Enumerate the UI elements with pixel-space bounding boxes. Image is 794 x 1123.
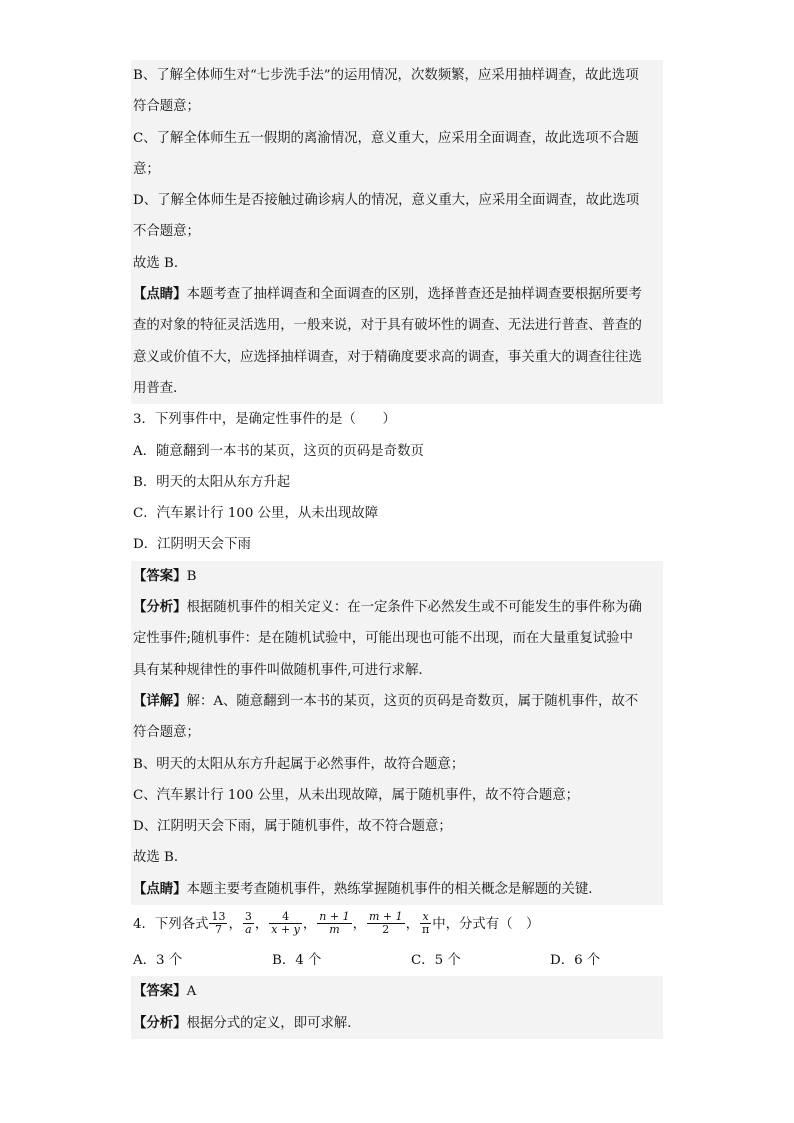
stem-suffix: 中，分式有（ ） xyxy=(432,917,540,933)
text-line: C、汽车累计行 100 公里，从未出现故障，属于随机事件，故不符合题意； xyxy=(133,787,580,803)
text-line: 故选 B． xyxy=(133,255,188,271)
text-span: 根据随机事件的相关定义：在一定条件下必然发生或不可能发生的事件称为确 xyxy=(186,600,642,616)
answer-value: A xyxy=(186,984,197,1000)
denominator: x + y xyxy=(271,923,300,937)
document-page xyxy=(131,60,663,1039)
separator: ， xyxy=(254,917,269,933)
option-b: B．明天的太阳从东方升起 xyxy=(133,474,291,490)
text-line xyxy=(131,1008,663,1039)
text-line xyxy=(131,686,663,717)
text-line: 具有某种规律性的事件叫做随机事件,可进行求解． xyxy=(133,662,432,678)
text-line: B、了解全体师生对“七步洗手法”的运用情况，次数频繁，应采用抽样调查，故此选项 xyxy=(133,68,639,83)
option-c: C．汽车累计行 100 公里，从未出现故障 xyxy=(133,506,379,522)
text-line: 意义或价值不大，应选择抽样调查，对于精确度要求高的调查，事关重大的调查往往选 xyxy=(133,349,642,365)
text-line xyxy=(131,279,663,310)
separator: ， xyxy=(228,917,242,933)
numerator: x xyxy=(420,911,431,924)
text-line: B、明天的太阳从东方升起属于必然事件，故符合题意； xyxy=(133,756,465,772)
answer-line xyxy=(131,976,663,1007)
numerator: 4 xyxy=(269,911,302,924)
section-tag: 【点睛】 xyxy=(133,880,187,897)
option-d: D．6 个 xyxy=(550,953,601,969)
separator: ， xyxy=(302,917,317,933)
section-tag: 【分析】 xyxy=(133,599,187,616)
stem-prefix: 4．下列各式 xyxy=(133,917,209,933)
numerator: n + 1 xyxy=(319,910,350,924)
explanation-block-q2 xyxy=(131,60,663,404)
section-tag: 【答案】 xyxy=(133,567,187,584)
denominator: m xyxy=(329,923,340,937)
solution-block-q3 xyxy=(131,561,663,905)
text-line: C、了解全体师生五一假期的离渝情况，意义重大，应采用全面调查，故此选项不合题 xyxy=(133,130,639,146)
fraction-6 xyxy=(420,911,431,936)
text-line: 符合题意； xyxy=(133,99,200,115)
text-span: 根据分式的定义，即可求解． xyxy=(186,1015,361,1031)
section-tag: 【点睛】 xyxy=(133,286,187,303)
answer-line xyxy=(131,561,663,592)
answer-value: B xyxy=(186,568,197,584)
denominator: π xyxy=(422,923,430,937)
option-d: D．江阴明天会下雨 xyxy=(133,537,251,553)
text-line: 查的对象的特征灵活选用，一般来说，对于具有破坏性的调查、无法进行普查、普查的 xyxy=(133,318,642,334)
options-row xyxy=(131,945,663,976)
text-line: 故选 B． xyxy=(133,850,188,866)
numerator: 3 xyxy=(244,910,252,924)
separator: ， xyxy=(405,917,420,933)
text-span: 本题考查了抽样调查和全面调查的区别，选择普查还是抽样调查要根据所要考 xyxy=(186,287,642,303)
denominator: a xyxy=(245,923,252,937)
question-stem xyxy=(131,905,663,945)
fraction-5 xyxy=(367,911,405,936)
separator: ， xyxy=(352,917,366,933)
solution-block-q4 xyxy=(131,976,663,1039)
denominator: 7 xyxy=(214,923,222,937)
text-line: 定性事件;随机事件：是在随机试验中，可能出现也可能不出现，而在大量重复试验中 xyxy=(133,631,633,647)
option-a: A．随意翻到一本书的某页，这页的页码是奇数页 xyxy=(133,443,424,459)
numerator: m + 1 xyxy=(368,910,403,924)
question-stem: 3．下列事件中，是确定性事件的是（ ） xyxy=(133,412,396,428)
option-a: A．3 个 xyxy=(133,953,183,969)
option-b: B．4 个 xyxy=(272,953,322,969)
text-line: D、江阴明天会下雨，属于随机事件，故不符合题意； xyxy=(133,819,452,835)
text-span: 解：A、随意翻到一本书的某页，这页的页码是奇数页，属于随机事件，故不 xyxy=(186,693,639,709)
text-line: 意； xyxy=(133,161,160,177)
text-line: D、了解全体师生是否接触过确诊病人的情况，意义重大，应采用全面调查，故此选项 xyxy=(133,193,640,209)
section-tag: 【分析】 xyxy=(133,1014,187,1031)
text-line: 用普查． xyxy=(133,380,187,396)
text-line: 符合题意； xyxy=(133,725,200,741)
fraction-2 xyxy=(243,911,254,936)
text-line: 不合题意； xyxy=(133,224,200,240)
text-line xyxy=(131,874,663,905)
numerator: 13 xyxy=(211,910,226,924)
fraction-3 xyxy=(269,911,302,936)
fraction-4 xyxy=(317,911,351,936)
option-c: C．5 个 xyxy=(411,953,461,969)
fraction-1 xyxy=(209,911,227,936)
section-tag: 【详解】 xyxy=(133,692,187,709)
text-span: 本题主要考查随机事件，熟练掌握随机事件的相关概念是解题的关键． xyxy=(186,881,602,897)
text-line xyxy=(131,592,663,623)
section-tag: 【答案】 xyxy=(133,983,187,1000)
question-3 xyxy=(131,404,663,560)
denominator: 2 xyxy=(382,923,390,937)
question-4 xyxy=(131,905,663,976)
